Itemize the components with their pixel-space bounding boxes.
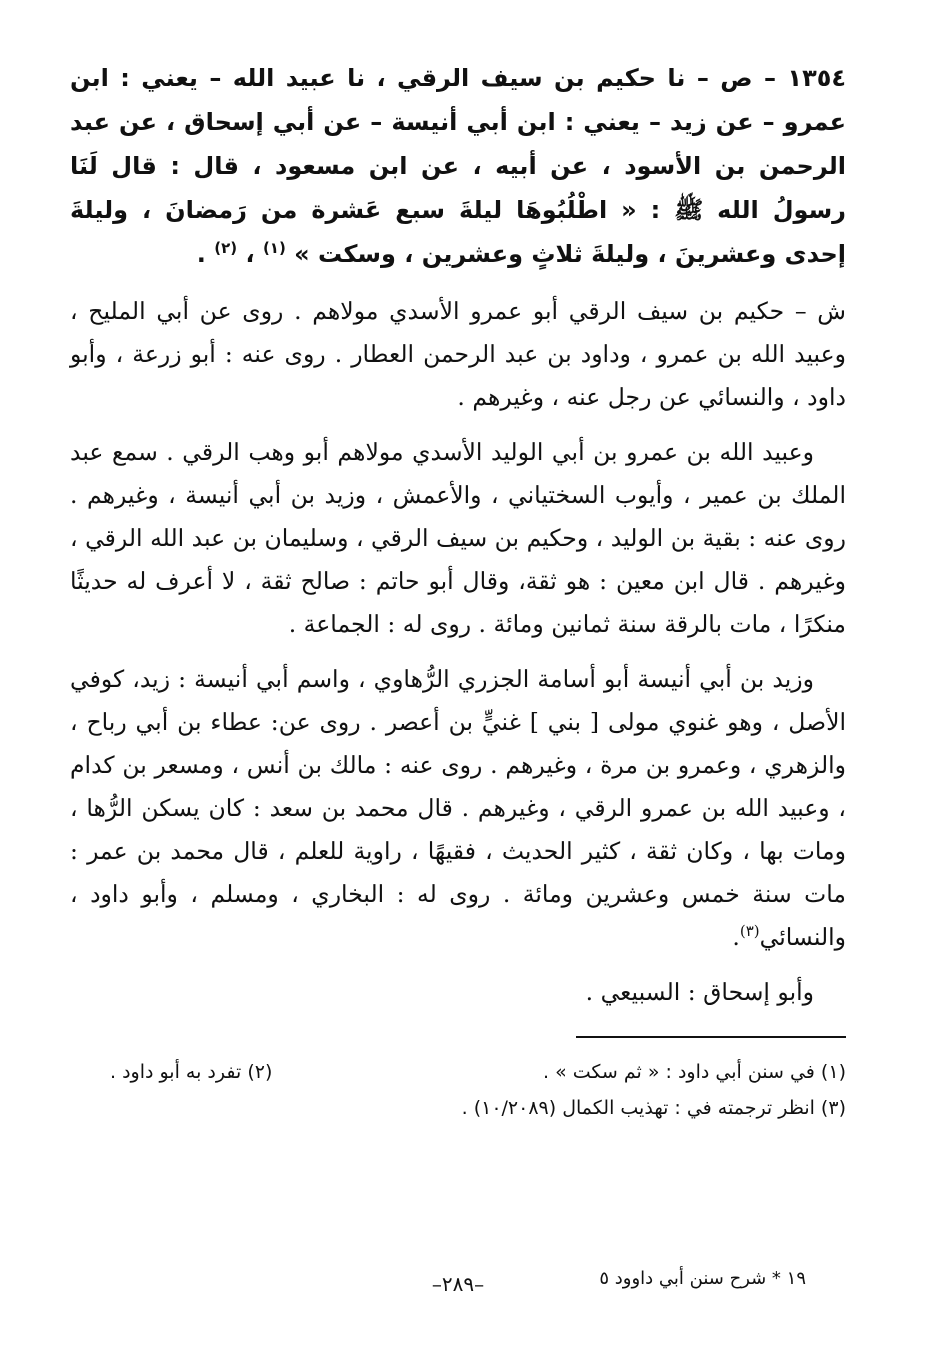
ref-separator: ، (245, 240, 255, 268)
footnote-ref-2[interactable]: (٢) (214, 239, 238, 257)
hadith-number: ١٣٥٤ (787, 64, 847, 92)
signature-mark: ١٩ * شرح سنن أبي داوود ٥ (599, 1268, 806, 1289)
commentary-paragraph-3-text: وزيد بن أبي أنيسة أبو أسامة الجزري الرُّهاوي ، واسم أبي أنيسة : زيد، كوفي الأصل ، وهو غنوي مولى [ بني ] غنيٍّ بن أعصر . روى عن: عطاء بن أبي رباح ، والزهري ، وعمرو بن مرة ، وغيرهم . روى عنه : مالك بن أنس ، ومسعر بن كدام ، وعبيد الله بن عمرو الرقي ، وغيرهم . قال محمد بن سعد : كان يسكن الرُّها ، ومات بها ، وكان ثقة ، كثير الحديث ، فقيهًا ، راوية للعلم ، قال محمد بن عمر : مات سنة خمس وعشرين ومائة . روى له : البخاري ، ومسلم ، وأبو داود ، والنسائي (70, 665, 846, 951)
commentary-paragraph-3 (70, 658, 846, 959)
footnote-divider (576, 1036, 846, 1038)
commentary-paragraph-4: وأبو إسحاق : السبيعي . (585, 978, 814, 1006)
hadith-text (70, 56, 846, 276)
footnote-1: (١) في سنن أبي داود : « ثم سكت » . (543, 1061, 846, 1083)
page-footer (70, 1268, 846, 1308)
commentary-paragraph-2: وعبيد الله بن عمرو بن أبي الوليد الأسدي مولاهم أبو وهب الرقي . سمع عبد الملك بن عمير ، وأيوب السختياني ، والأعمش ، وزيد بن أبي أنيسة ، وغيرهم . روى عنه : بقية بن الوليد ، وحكيم بن سيف الرقي ، وسليمان بن عبد الله الرقي ، وغيرهم . قال ابن معين : هو ثقة، وقال أبو حاتم : صالح ثقة ، لا أعرف له حديثًا منكرًا ، مات بالرقة سنة ثمانين ومائة . روى له : الجماعة . (70, 438, 846, 638)
footnote-ref-1[interactable]: (١) (262, 239, 286, 257)
hadith-body: – ص – نا حكيم بن سيف الرقي ، نا عبيد الله – يعني : ابن عمرو – عن زيد – يعني : ابن أبي أنيسة – عن أبي إسحاق ، عن عبد الرحمن بن الأسود ، عن أبيه ، عن ابن مسعود ، قال : قال لَنَا رسولُ الله ﷺ : « اطْلُبُوهَا ليلةَ سبع عَشرة من رَمضانَ ، وليلةَ إحدى وعشرينَ ، وليلةَ ثلاثٍ وعشرين ، وسكت » (70, 64, 846, 268)
page-number: –٢٨٩– (431, 1272, 485, 1296)
footnote-3: (٣) انظر ترجمته في : تهذيب الكمال (١٠/٢٠٨٩) . (461, 1097, 846, 1119)
footnote-2: (٢) تفرد به أبو داود . (110, 1061, 273, 1083)
footnote-row (70, 1054, 846, 1090)
commentary-paragraph-1: ش – حكيم بن سيف الرقي أبو عمرو الأسدي مولاهم . روى عن أبي المليح ، وعبيد الله بن عمرو ، وداود بن عبد الرحمن العطار . روى عنه : أبو زرعة ، وأبو داود ، والنسائي عن رجل عنه ، وغيرهم . (70, 297, 846, 411)
footnote-ref-3[interactable]: (٣) (739, 922, 760, 941)
commentary-paragraph-3-end: . (732, 923, 740, 951)
hadith-end: . (196, 240, 206, 268)
